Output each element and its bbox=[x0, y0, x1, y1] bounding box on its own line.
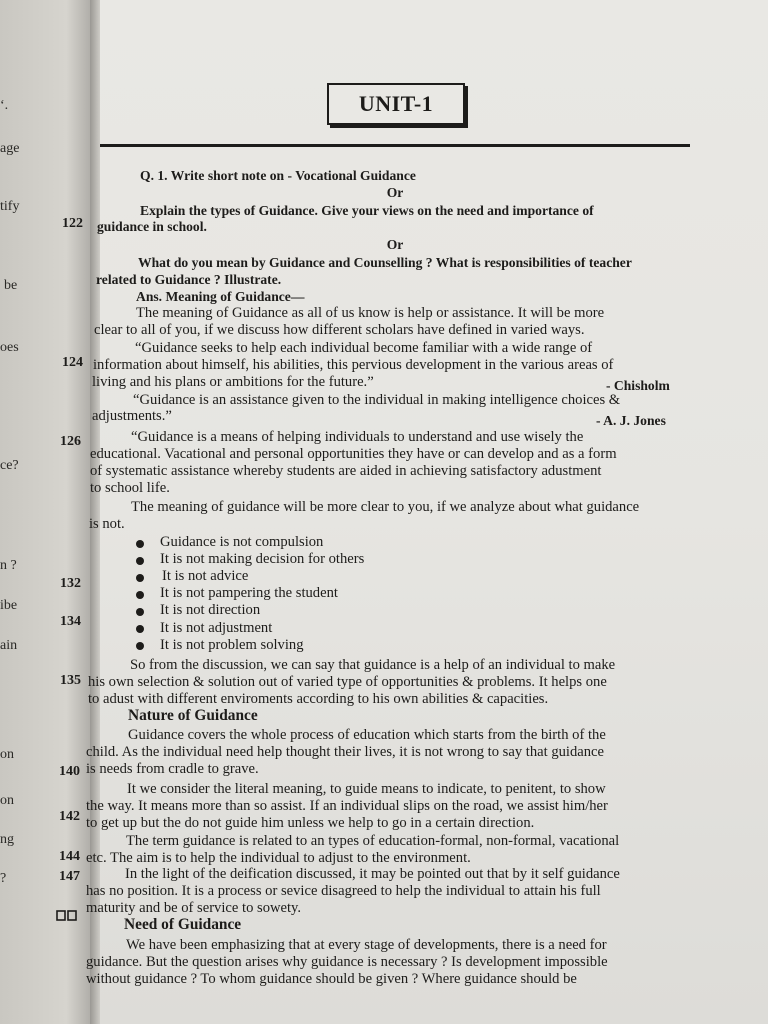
or-separator: Or bbox=[386, 237, 404, 252]
bullet-dot bbox=[136, 625, 144, 633]
unit-title: UNIT-1 bbox=[327, 83, 465, 125]
section-heading: Need of Guidance bbox=[124, 916, 242, 933]
quote-line: information about himself, his abilities, this pervious development in the various areas of bbox=[93, 357, 614, 373]
margin-number: 122 bbox=[62, 216, 83, 231]
bullet-dot bbox=[136, 642, 144, 650]
quote-line: “Guidance is an assistance given to the individual in making intelligence choices & bbox=[133, 392, 621, 408]
margin-number: 134 bbox=[60, 614, 81, 629]
paragraph-line: The term guidance is related to an types of education-formal, non-formal, vacational bbox=[126, 833, 620, 849]
left-fragment: on bbox=[0, 747, 14, 762]
margin-number: 132 bbox=[60, 576, 81, 591]
left-fragment: ? bbox=[0, 871, 7, 886]
paragraph-line: clear to all of you, if we discuss how different scholars have defined in varied ways. bbox=[94, 322, 585, 338]
paragraph-line: The meaning of guidance will be more clear to you, if we analyze about what guidance bbox=[131, 499, 640, 515]
quote-line: “Guidance is a means of helping individuals to understand and use wisely the bbox=[131, 429, 584, 445]
paragraph-line: guidance. But the question arises why guidance is necessary ? Is development impossible bbox=[86, 954, 608, 970]
paragraph-line: his own selection & solution out of varied type of opportunities & problems. It helps one bbox=[88, 674, 607, 690]
paragraph-line: the way. It means more than so assist. If an individual slips on the road, we assist him/her bbox=[86, 798, 608, 814]
left-fragment: ibe bbox=[0, 598, 18, 613]
paragraph-line: So from the discussion, we can say that guidance is a help of an individual to make bbox=[130, 657, 616, 673]
paragraph-line: has no position. It is a process or sevice disagreed to help the individual to attain his full bbox=[86, 883, 601, 899]
section-marker-icon bbox=[56, 910, 78, 922]
left-fragment: ce? bbox=[0, 458, 19, 473]
bullet-dot bbox=[136, 574, 144, 582]
margin-number: 135 bbox=[60, 673, 81, 688]
left-fragment: age bbox=[0, 141, 20, 156]
quote-line: of systematic assistance whereby students are aided in achieving satisfactory adustment bbox=[90, 463, 602, 479]
margin-number: 124 bbox=[62, 355, 83, 370]
quote-line: educational. Vacational and personal opportunities they have or can develop and as a form bbox=[90, 446, 617, 462]
margin-number: 126 bbox=[60, 434, 81, 449]
left-fragment: n ? bbox=[0, 558, 17, 573]
paragraph-line: is not. bbox=[89, 516, 125, 532]
quote-line: “Guidance seeks to help each individual become familiar with a wide range of bbox=[135, 340, 593, 356]
quote-line: to school life. bbox=[90, 480, 170, 496]
bullet-dot bbox=[136, 591, 144, 599]
bullet-item: It is not problem solving bbox=[160, 637, 304, 653]
question-1c-line: related to Guidance ? Illustrate. bbox=[96, 272, 282, 287]
margin-number: 142 bbox=[59, 809, 80, 824]
left-fragment: ng bbox=[0, 832, 14, 847]
paragraph-line: In the light of the deification discussed, it may be pointed out that by it self guidance bbox=[125, 866, 620, 882]
quote-line: adjustments.” bbox=[92, 408, 172, 424]
left-fragment: ain bbox=[0, 638, 18, 653]
paragraph-line: Guidance covers the whole process of education which starts from the birth of the bbox=[128, 727, 606, 743]
paragraph-line: The meaning of Guidance as all of us know is help or assistance. It will be more bbox=[136, 305, 605, 321]
quote-line: living and his plans or ambitions for the future.” bbox=[92, 374, 374, 390]
or-separator: Or bbox=[386, 185, 404, 200]
question-1: Q. 1. Write short note on - Vocational Guidance bbox=[140, 168, 416, 183]
bullet-dot bbox=[136, 557, 144, 565]
paragraph-line: to get up but the do not guide him unless we help to go in a certain direction. bbox=[86, 815, 535, 831]
answer-heading: Ans. Meaning of Guidance— bbox=[136, 289, 305, 304]
paragraph-line: child. As the individual need help thought their lives, it is not wrong to say that guidance bbox=[86, 744, 604, 760]
paragraph-line: to adust with different enviroments according to his own abilities & capacities. bbox=[88, 691, 549, 707]
paragraph-line: etc. The aim is to help the individual to adjust to the environment. bbox=[86, 850, 471, 866]
bullet-dot bbox=[136, 540, 144, 548]
bullet-item: It is not pampering the student bbox=[160, 585, 338, 601]
bullet-item: It is not direction bbox=[160, 602, 261, 618]
quote-author: - Chisholm bbox=[606, 378, 670, 393]
paragraph-line: without guidance ? To whom guidance should be given ? Where guidance should be bbox=[86, 971, 577, 987]
left-page-edge bbox=[0, 0, 95, 1024]
bullet-item: Guidance is not compulsion bbox=[160, 534, 324, 550]
left-fragment: on bbox=[0, 793, 14, 808]
paragraph-line: It we consider the literal meaning, to guide means to indicate, to penitent, to show bbox=[127, 781, 606, 797]
left-fragment: ‘. bbox=[0, 98, 9, 113]
header-rule bbox=[100, 144, 690, 147]
section-heading: Nature of Guidance bbox=[128, 707, 258, 724]
question-1b-line: guidance in school. bbox=[97, 219, 207, 234]
margin-number: 144 bbox=[59, 849, 80, 864]
bullet-item: It is not adjustment bbox=[160, 620, 273, 636]
left-fragment: be bbox=[4, 278, 18, 293]
paragraph-line: is needs from cradle to grave. bbox=[86, 761, 259, 777]
margin-number: 140 bbox=[59, 764, 80, 779]
left-fragment: tify bbox=[0, 199, 20, 214]
bullet-item: It is not advice bbox=[162, 568, 249, 584]
bullet-dot bbox=[136, 608, 144, 616]
paragraph-line: maturity and be of service to sowety. bbox=[86, 900, 302, 916]
bullet-item: It is not making decision for others bbox=[160, 551, 365, 567]
left-fragment: oes bbox=[0, 340, 19, 355]
question-1b-line: Explain the types of Guidance. Give your views on the need and importance of bbox=[140, 203, 594, 218]
quote-author: - A. J. Jones bbox=[596, 413, 666, 428]
question-1c-line: What do you mean by Guidance and Counselling ? What is responsibilities of teacher bbox=[138, 255, 632, 270]
paragraph-line: We have been emphasizing that at every stage of developments, there is a need for bbox=[126, 937, 607, 953]
margin-number: 147 bbox=[59, 869, 80, 884]
